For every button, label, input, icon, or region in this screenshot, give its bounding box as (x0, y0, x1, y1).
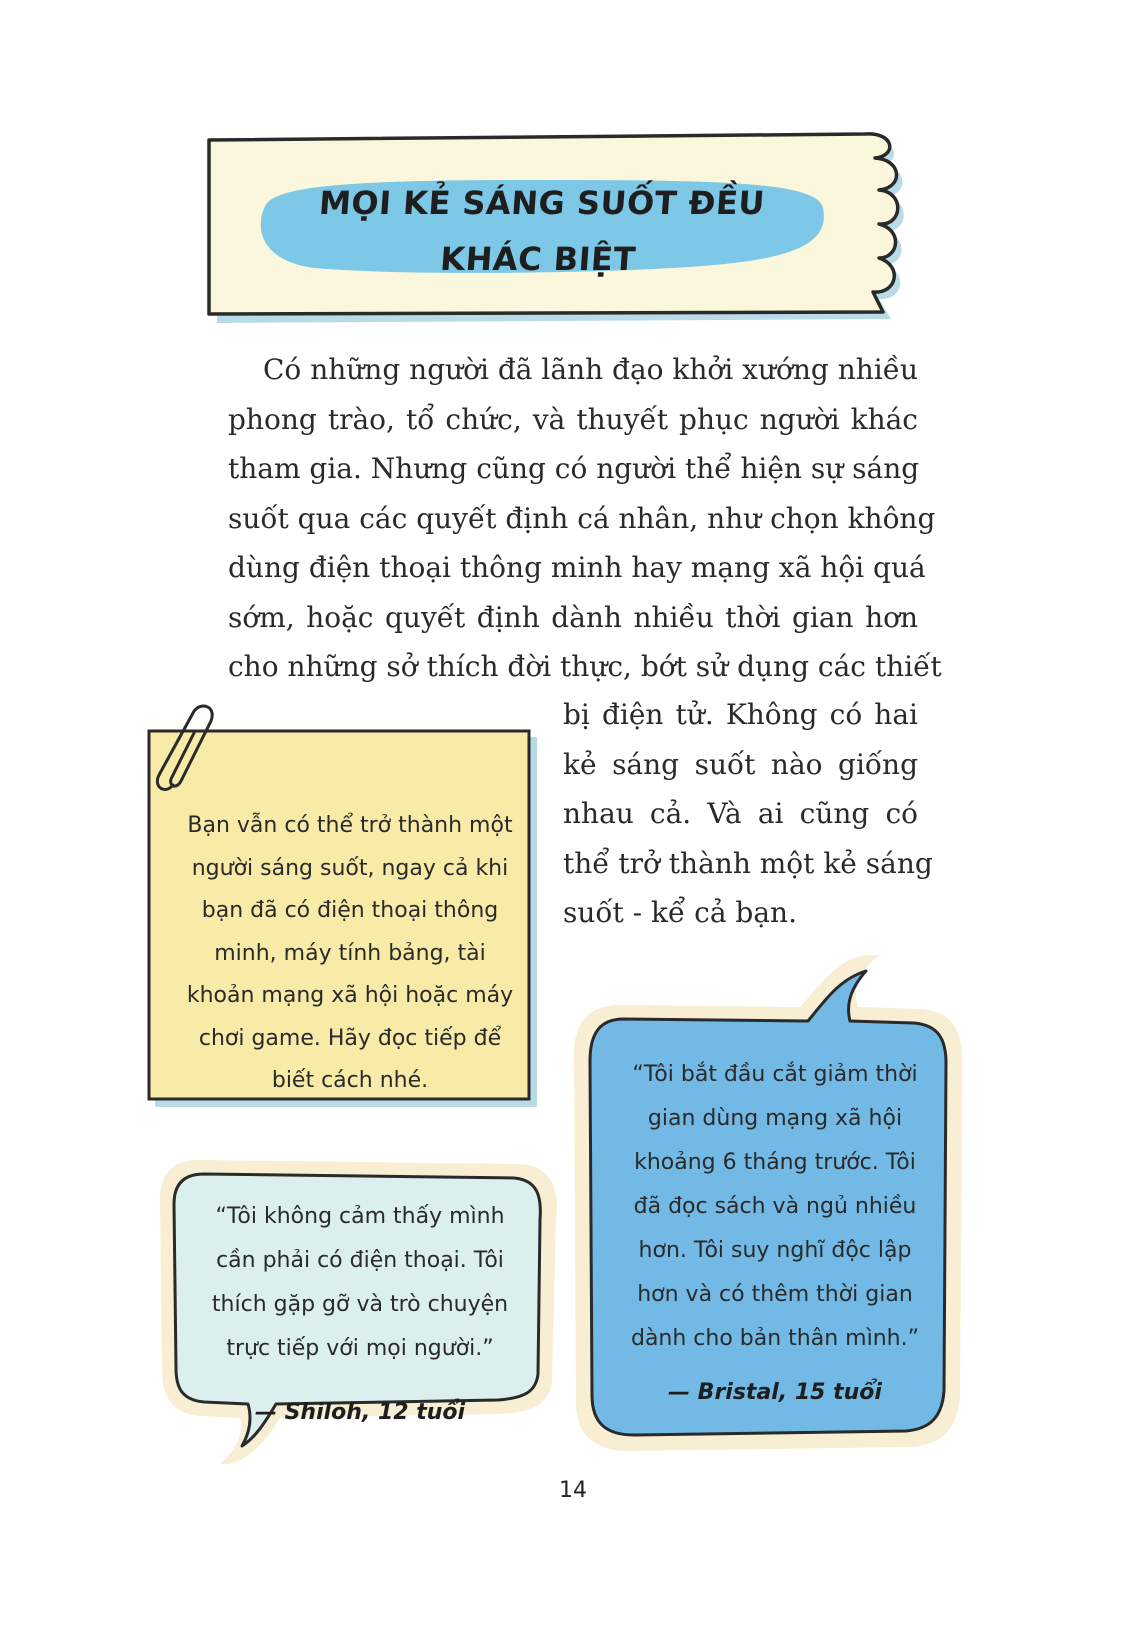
sticky-line: khoản mạng xã hội hoặc máy (186, 983, 514, 1008)
quote-line: cần phải có điện thoại. Tôi (216, 1248, 504, 1273)
quote-line: gian dùng mạng xã hội (647, 1106, 903, 1131)
quote-right-attribution: — Bristal, 15 tuổi (668, 1380, 882, 1405)
body-paragraph (228, 345, 942, 692)
quote-line: thích gặp gỡ và trò chuyện (211, 1292, 509, 1317)
sticky-line: minh, máy tính bảng, tài (214, 940, 486, 966)
page-title (246, 175, 834, 287)
body-paragraph-continued (563, 690, 933, 938)
paragraph-line: Có những người đã lãnh đạo khởi xướng nhiều (263, 353, 918, 386)
paragraph-line: suốt - kể cả bạn. (563, 896, 797, 929)
paragraph-line: kẻ sáng suốt nào giống (563, 747, 918, 781)
sticky-line: biết cách nhé. (271, 1068, 429, 1093)
sticky-line: bạn đã có điện thoại thông (201, 898, 499, 923)
quote-line: dành cho bản thân mình.” (630, 1326, 919, 1351)
quote-line: hơn và có thêm thời gian (637, 1282, 913, 1307)
quote-left-attribution: — Shiloh, 12 tuổi (254, 1400, 466, 1425)
quote-line: “Tôi bắt đầu cắt giảm thời (632, 1062, 918, 1087)
quote-line: hơn. Tôi suy nghĩ độc lập (638, 1238, 912, 1263)
title-line-2: KHÁC BIỆT (438, 240, 638, 278)
paragraph-line: nhau cả. Và ai cũng có (563, 797, 918, 830)
quote-line: khoảng 6 tháng trước. Tôi (634, 1150, 916, 1175)
paragraph-line: cho những sở thích đời thực, bớt sử dụng các thiết (228, 650, 942, 683)
paragraph-line: dùng điện thoại thông minh hay mạng xã hội quá (228, 551, 926, 584)
quote-right-text (595, 1053, 955, 1361)
sticky-note-text (170, 805, 530, 1103)
sticky-line: người sáng suốt, ngay cả khi (191, 855, 509, 881)
title-line-1: MỌI KẺ SÁNG SUỐT ĐỀU (317, 184, 767, 222)
paragraph-line: suốt qua các quyết định cá nhân, như chọn không (228, 501, 936, 535)
paragraph-line: sớm, hoặc quyết định dành nhiều thời gian hơn (228, 600, 918, 634)
paragraph-line: bị điện tử. Không có hai (563, 698, 918, 731)
quote-line: “Tôi không cảm thấy mình (215, 1204, 505, 1229)
quote-line: trực tiếp với mọi người.” (226, 1336, 494, 1361)
sticky-line: Bạn vẫn có thể trở thành một (187, 813, 513, 838)
paragraph-line: phong trào, tổ chức, và thuyết phục người khác (228, 402, 918, 436)
quote-left-text (180, 1195, 540, 1371)
sticky-line: chơi game. Hãy đọc tiếp để (198, 1025, 502, 1051)
paragraph-line: tham gia. Nhưng cũng có người thể hiện sự sáng (228, 452, 920, 485)
paragraph-line: thể trở thành một kẻ sáng (563, 846, 933, 880)
quote-line: đã đọc sách và ngủ nhiều (633, 1194, 917, 1219)
page-number: 14 (559, 1478, 587, 1503)
